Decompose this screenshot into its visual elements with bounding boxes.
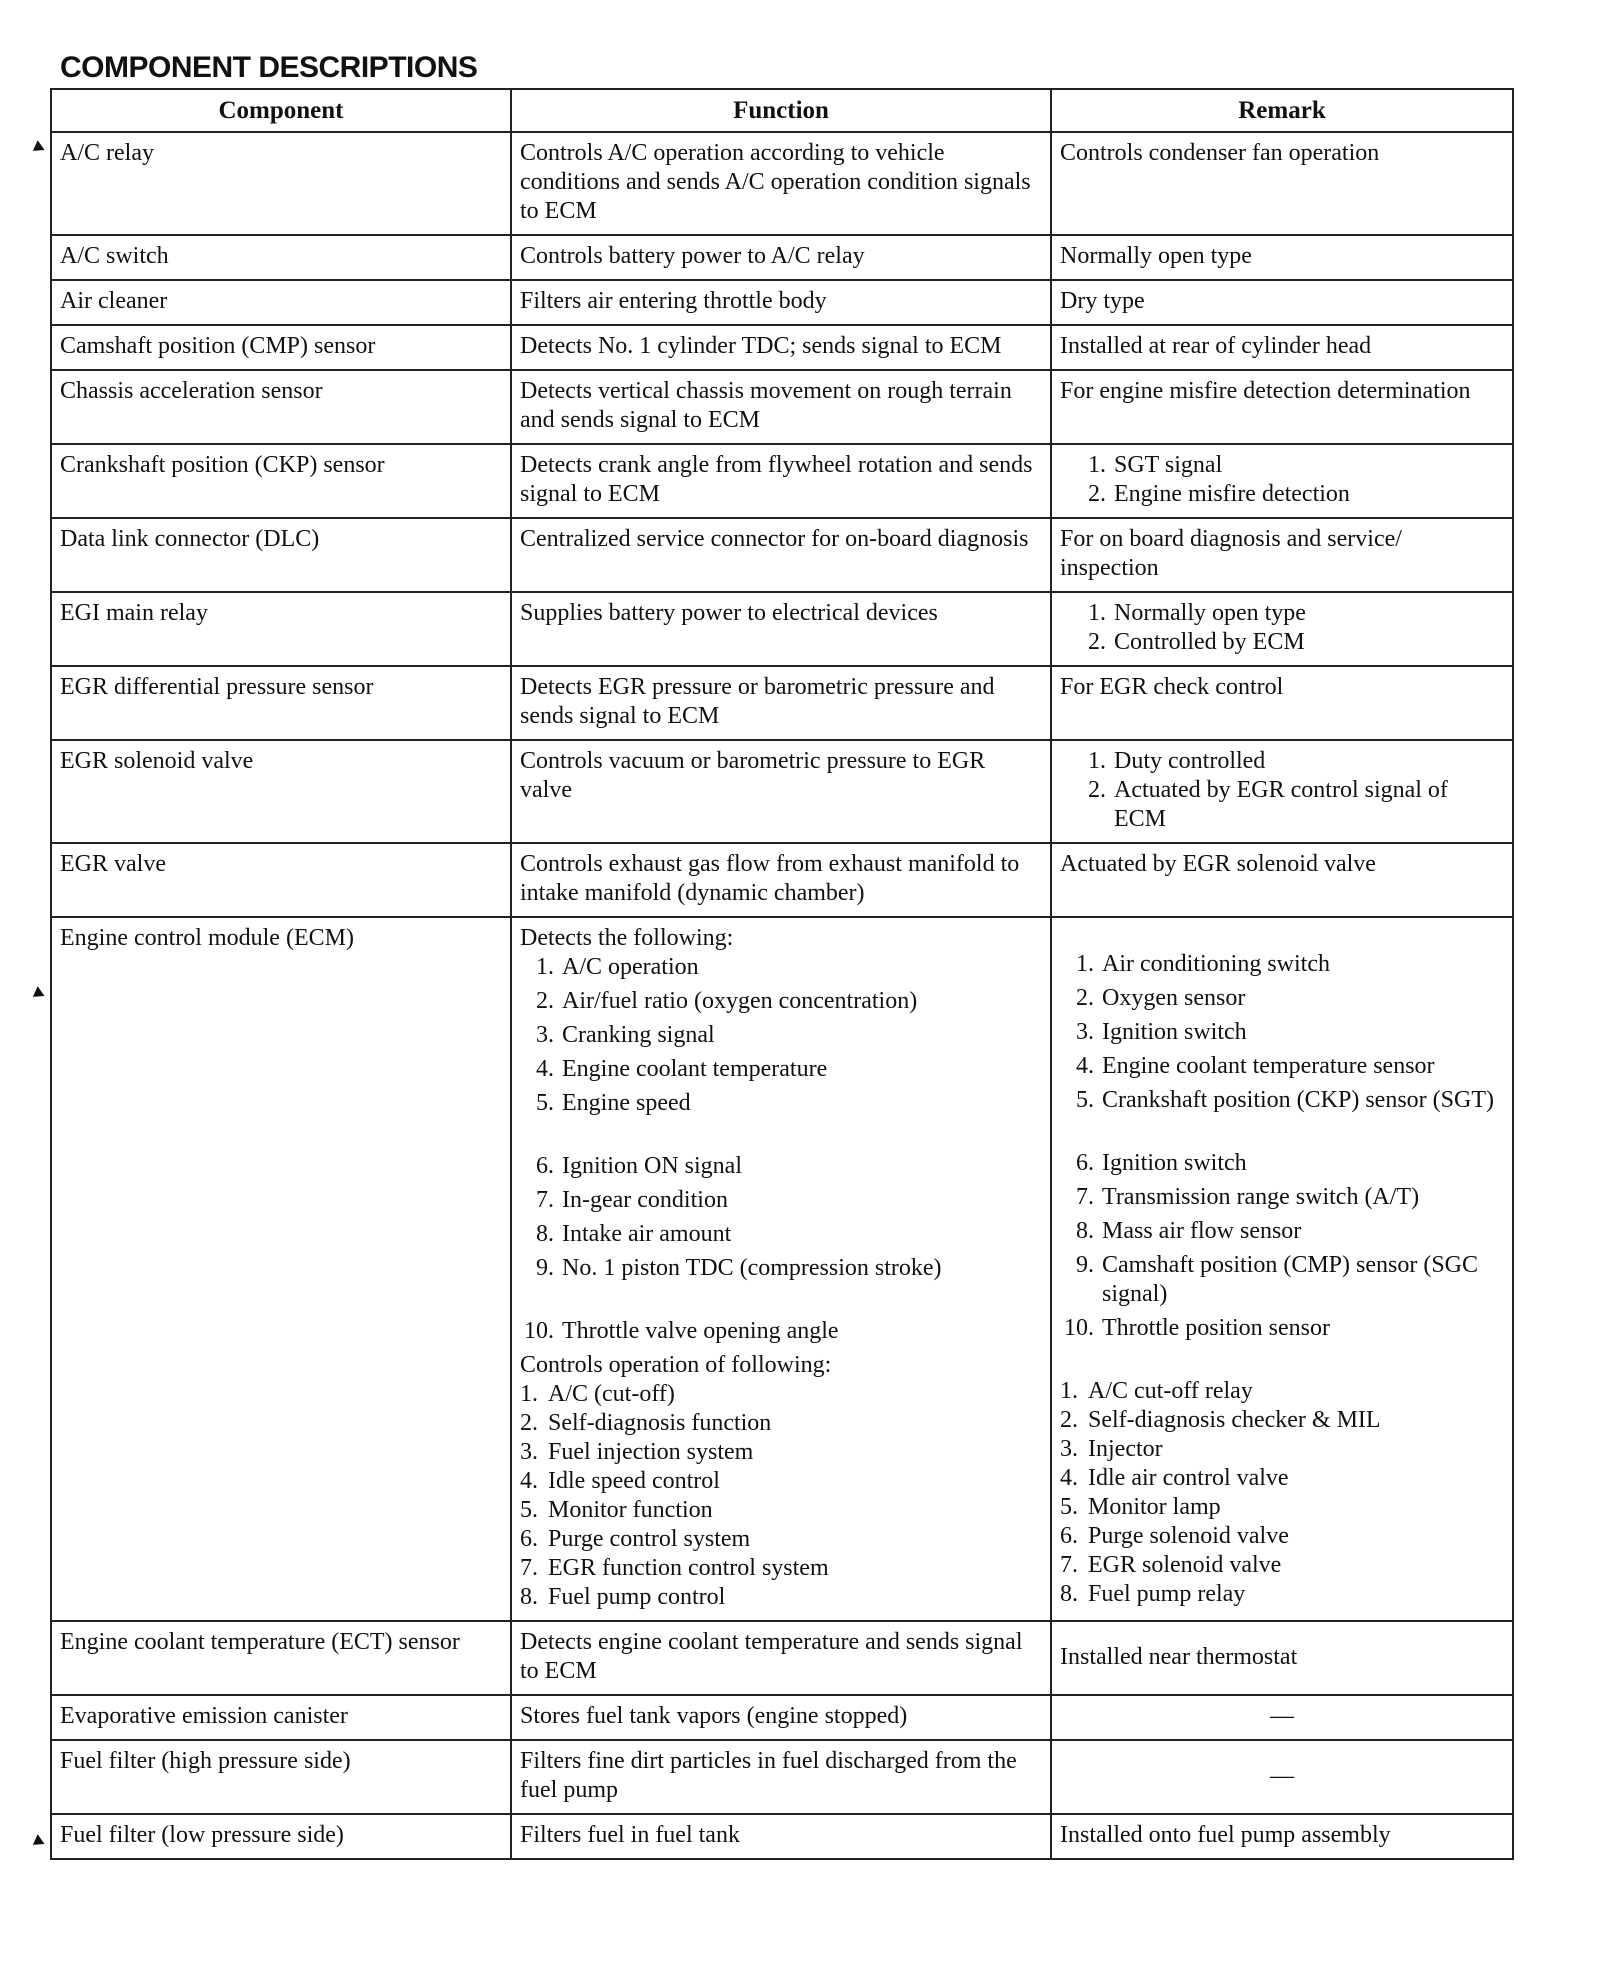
remark-cell: For on board diagnosis and service/ inspection bbox=[1051, 518, 1513, 592]
remark-cell bbox=[1051, 917, 1513, 1621]
list-item: 4. Idle speed control bbox=[520, 1468, 720, 1494]
list-item: 3. Ignition switch bbox=[1076, 1019, 1247, 1045]
list-item: 8. Mass air flow sensor bbox=[1076, 1218, 1302, 1244]
remark-list-item: 2. Actuated by EGR control signal of ECM bbox=[1088, 777, 1448, 832]
list-item: 6. Purge control system bbox=[520, 1526, 751, 1552]
remark-list-item: 2. Controlled by ECM bbox=[1088, 629, 1305, 655]
table-row bbox=[51, 370, 1513, 444]
table-row bbox=[51, 1695, 1513, 1740]
table-row bbox=[51, 843, 1513, 917]
function-cell: Filters fuel in fuel tank bbox=[511, 1814, 1051, 1859]
list-item: 4. Engine coolant temperature sensor bbox=[1076, 1053, 1435, 1079]
component-cell: Data link connector (DLC) bbox=[51, 518, 511, 592]
function-cell: Detects vertical chassis movement on rough terrain and sends signal to ECM bbox=[511, 370, 1051, 444]
table-row bbox=[51, 1814, 1513, 1859]
remark-list-item: 1. Duty controlled bbox=[1088, 748, 1266, 774]
function-cell: Detects engine coolant temperature and sends signal to ECM bbox=[511, 1621, 1051, 1695]
list-item: 8. Intake air amount bbox=[536, 1221, 732, 1247]
margin-mark bbox=[29, 1834, 44, 1850]
function-cell: Detects No. 1 cylinder TDC; sends signal to ECM bbox=[511, 325, 1051, 370]
controls-list bbox=[520, 1380, 1042, 1612]
list-item: 2. Self-diagnosis checker & MIL bbox=[1060, 1407, 1381, 1433]
list-item: 1. Air conditioning switch bbox=[1076, 951, 1330, 977]
remark-cell: Normally open type bbox=[1051, 235, 1513, 280]
function-cell: Filters fine dirt particles in fuel discharged from the fuel pump bbox=[511, 1740, 1051, 1814]
table-row bbox=[51, 592, 1513, 666]
remark-cell: Controls condenser fan operation bbox=[1051, 132, 1513, 235]
list-item: 7. Transmission range switch (A/T) bbox=[1076, 1184, 1420, 1210]
component-cell: EGR valve bbox=[51, 843, 511, 917]
component-cell: Chassis acceleration sensor bbox=[51, 370, 511, 444]
table-row bbox=[51, 1740, 1513, 1814]
component-cell: Air cleaner bbox=[51, 280, 511, 325]
list-item: 2. Oxygen sensor bbox=[1076, 985, 1246, 1011]
remark-cell: Installed at rear of cylinder head bbox=[1051, 325, 1513, 370]
remark-cell bbox=[1051, 740, 1513, 843]
component-cell: EGI main relay bbox=[51, 592, 511, 666]
list-item: 7. In-gear condition bbox=[536, 1187, 728, 1213]
function-cell: Supplies battery power to electrical devices bbox=[511, 592, 1051, 666]
component-cell: Engine control module (ECM) bbox=[51, 917, 511, 1621]
remark-list-item: 1. Normally open type bbox=[1088, 600, 1306, 626]
function-cell bbox=[511, 917, 1051, 1621]
list-item: 4. Engine coolant temperature bbox=[536, 1056, 828, 1082]
component-cell: EGR differential pressure sensor bbox=[51, 666, 511, 740]
header-component: Component bbox=[51, 89, 511, 132]
remark-cell: Actuated by EGR solenoid valve bbox=[1051, 843, 1513, 917]
remark-cell: Dry type bbox=[1051, 280, 1513, 325]
list-item: 3. Fuel injection system bbox=[520, 1439, 754, 1465]
margin-mark bbox=[29, 140, 44, 156]
remark-list-item: 2. Engine misfire detection bbox=[1088, 481, 1350, 507]
function-cell: Controls vacuum or barometric pressure to EGR valve bbox=[511, 740, 1051, 843]
function-cell: Filters air entering throttle body bbox=[511, 280, 1051, 325]
remark-cell: Installed onto fuel pump assembly bbox=[1051, 1814, 1513, 1859]
table-row bbox=[51, 740, 1513, 843]
list-item: 4. Idle air control valve bbox=[1060, 1465, 1289, 1491]
list-item: 8. Fuel pump relay bbox=[1060, 1581, 1246, 1607]
table-row bbox=[51, 1621, 1513, 1695]
list-item: 1. A/C operation bbox=[536, 954, 699, 980]
remark-cell: Installed near thermostat bbox=[1051, 1621, 1513, 1695]
function-cell: Detects crank angle from flywheel rotation and sends signal to ECM bbox=[511, 444, 1051, 518]
list-item: 6. Ignition switch bbox=[1076, 1150, 1247, 1176]
component-cell: Fuel filter (high pressure side) bbox=[51, 1740, 511, 1814]
table-row bbox=[51, 666, 1513, 740]
margin-mark bbox=[29, 986, 44, 1002]
remark-cell: For engine misfire detection determination bbox=[1051, 370, 1513, 444]
function-cell: Centralized service connector for on-board diagnosis bbox=[511, 518, 1051, 592]
table-row-ecm bbox=[51, 917, 1513, 1621]
function-cell: Controls exhaust gas flow from exhaust manifold to intake manifold (dynamic chamber) bbox=[511, 843, 1051, 917]
component-cell: Engine coolant temperature (ECT) sensor bbox=[51, 1621, 511, 1695]
controls-heading: Controls operation of following: bbox=[520, 1352, 832, 1378]
component-cell: Camshaft position (CMP) sensor bbox=[51, 325, 511, 370]
list-item: 7. EGR solenoid valve bbox=[1060, 1552, 1282, 1578]
list-item: 5. Engine speed bbox=[536, 1090, 691, 1116]
list-item: 10. Throttle position sensor bbox=[1064, 1315, 1330, 1341]
list-item: 2. Self-diagnosis function bbox=[520, 1410, 772, 1436]
table-row bbox=[51, 325, 1513, 370]
list-item: 6. Ignition ON signal bbox=[536, 1153, 742, 1179]
remark-cell bbox=[1051, 444, 1513, 518]
table-row bbox=[51, 280, 1513, 325]
table-header-row bbox=[51, 89, 1513, 132]
document-page bbox=[50, 50, 1512, 1860]
list-item: 9. No. 1 piston TDC (compression stroke) bbox=[536, 1255, 942, 1281]
remark-cell: — bbox=[1051, 1740, 1513, 1814]
list-item: 9. Camshaft position (CMP) sensor (SGC signal) bbox=[1076, 1252, 1479, 1307]
component-cell: Fuel filter (low pressure side) bbox=[51, 1814, 511, 1859]
component-table bbox=[50, 88, 1514, 1860]
component-cell: A/C switch bbox=[51, 235, 511, 280]
detects-list bbox=[520, 953, 1042, 1351]
function-cell: Controls A/C operation according to vehicle conditions and sends A/C operation condition signals to ECM bbox=[511, 132, 1051, 235]
detects-remark-list bbox=[1060, 950, 1504, 1348]
list-item: 1. A/C (cut-off) bbox=[520, 1381, 675, 1407]
header-remark: Remark bbox=[1051, 89, 1513, 132]
component-cell: EGR solenoid valve bbox=[51, 740, 511, 843]
list-item: 8. Fuel pump control bbox=[520, 1584, 726, 1610]
table-row bbox=[51, 132, 1513, 235]
component-cell: Crankshaft position (CKP) sensor bbox=[51, 444, 511, 518]
list-item: 7. EGR function control system bbox=[520, 1555, 829, 1581]
list-item: 3. Cranking signal bbox=[536, 1022, 715, 1048]
remark-cell: For EGR check control bbox=[1051, 666, 1513, 740]
list-item: 6. Purge solenoid valve bbox=[1060, 1523, 1289, 1549]
list-item: 5. Monitor lamp bbox=[1060, 1494, 1221, 1520]
page-title: COMPONENT DESCRIPTIONS bbox=[60, 51, 478, 84]
list-item: 10. Throttle valve opening angle bbox=[524, 1318, 839, 1344]
component-cell: Evaporative emission canister bbox=[51, 1695, 511, 1740]
component-cell: A/C relay bbox=[51, 132, 511, 235]
list-item: 5. Monitor function bbox=[520, 1497, 713, 1523]
remark-cell: — bbox=[1051, 1695, 1513, 1740]
list-item: 3. Injector bbox=[1060, 1436, 1163, 1462]
remark-list-item: 1. SGT signal bbox=[1088, 452, 1223, 478]
list-item: 2. Air/fuel ratio (oxygen concentration) bbox=[536, 988, 918, 1014]
table-row bbox=[51, 518, 1513, 592]
table-row bbox=[51, 235, 1513, 280]
table-row bbox=[51, 444, 1513, 518]
list-item: 1. A/C cut-off relay bbox=[1060, 1378, 1253, 1404]
header-function: Function bbox=[511, 89, 1051, 132]
detects-heading: Detects the following: bbox=[520, 925, 734, 951]
list-item: 5. Crankshaft position (CKP) sensor (SGT) bbox=[1076, 1087, 1494, 1113]
function-cell: Stores fuel tank vapors (engine stopped) bbox=[511, 1695, 1051, 1740]
controls-remark-list bbox=[1060, 1377, 1504, 1609]
function-cell: Detects EGR pressure or barometric pressure and sends signal to ECM bbox=[511, 666, 1051, 740]
function-cell: Controls battery power to A/C relay bbox=[511, 235, 1051, 280]
remark-cell bbox=[1051, 592, 1513, 666]
